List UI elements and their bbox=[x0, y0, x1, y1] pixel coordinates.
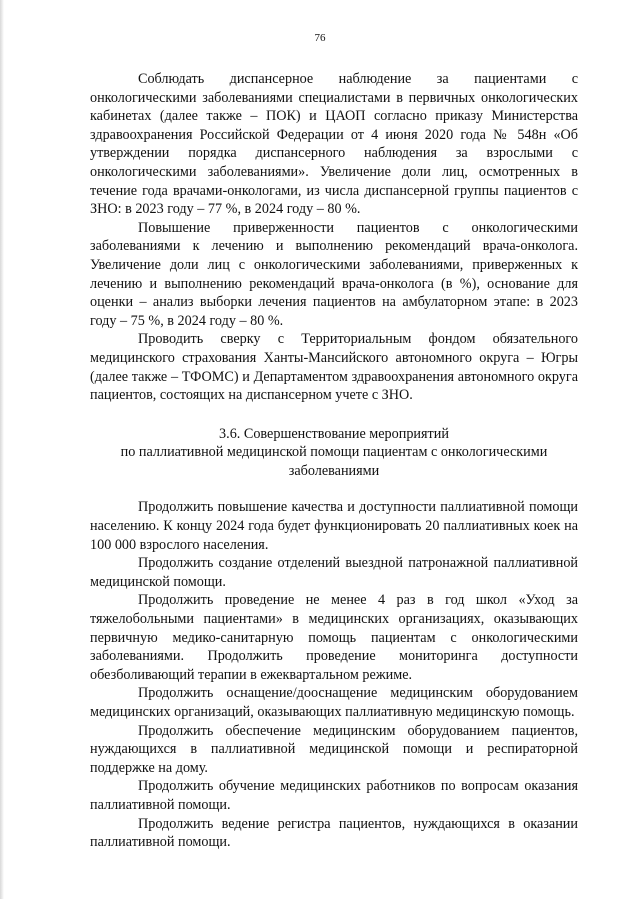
document-body bbox=[90, 70, 578, 852]
section-heading-line-1: 3.6. Совершенствование мероприятий bbox=[219, 425, 449, 442]
paragraph-tfoms-reconciliation: Проводить сверку с Территориальным фондом обязательного медицинского страхования Ханты-Мансийского автономного округа – Югры (далее также – ТФОМС) и Департаментом здравоохранения автономного округа пациентов, состоящих на диспансерном учете с ЗНО. bbox=[90, 331, 578, 404]
page-left-edge bbox=[0, 0, 4, 899]
section-heading bbox=[90, 425, 578, 481]
page-number: 76 bbox=[314, 32, 326, 44]
paragraph-treatment-adherence: Повышение приверженности пациентов с онкологическими заболеваниями к лечению и выполнению рекомендаций врача-онколога. Увеличение доли лиц с онкологическими заболеваниями, приверженных к лечению и выполнению рекомендаций врача-онколога (в %), основание для оценки – анализ выборки лечения пациентов на амбулаторном этапе: в 2023 году – 75 %, в 2024 году – 80 %. bbox=[90, 219, 578, 329]
paragraph-equipment-organizations: Продолжить оснащение/дооснащение медицинским оборудованием медицинских организаций, оказывающих паллиативную медицинскую помощь. bbox=[90, 685, 578, 720]
paragraph-equipment-patients: Продолжить обеспечение медицинским оборудованием пациентов, нуждающихся в паллиативной медицинской помощи и респираторной поддержке на дому. bbox=[90, 722, 578, 776]
section-heading-line-3: заболеваниями bbox=[288, 462, 380, 479]
paragraph-patronage-departments: Продолжить создание отделений выездной патронажной паллиативной медицинской помощи. bbox=[90, 555, 578, 590]
paragraph-patient-registry: Продолжить ведение регистра пациентов, нуждающихся в оказании паллиативной помощи. bbox=[90, 815, 578, 851]
section-heading-line-2: по паллиативной медицинской помощи пациентам с онкологическими bbox=[120, 444, 548, 461]
paragraph-palliative-quality: Продолжить повышение качества и доступности паллиативной помощи населению. К концу 2024 года будет функционировать 20 паллиативных коек на 100 000 взрослого населения. bbox=[90, 499, 578, 553]
paragraph-dispensary-observation: Соблюдать диспансерное наблюдение за пациентами с онкологическими заболеваниями специалистами в первичных онкологических кабинетах (далее также – ПОК) и ЦАОП согласно приказу Министерства здравоохранения Российской Федерации от 4 июня 2020 года № 548н «Об утверждении порядка диспансерного наблюдения за взрослыми с онкологическими заболеваниями». Увеличение доли лиц, осмотренных в течение года врачами-онкологами, из числа диспансерной группы пациентов с ЗНО: в 2023 году – 77 %, в 2024 году – 80 %. bbox=[90, 71, 578, 218]
paragraph-care-schools: Продолжить проведение не менее 4 раз в год школ «Уход за тяжелобольными пациентами» в медицинских организациях, оказывающих первичную медико-санитарную помощь пациентам с онкологическими заболеваниями. Продолжить проведение мониторинга доступности обезболивающий терапии в ежеквартальном режиме. bbox=[90, 592, 578, 683]
paragraph-staff-training: Продолжить обучение медицинских работников по вопросам оказания паллиативной помощи. bbox=[90, 778, 578, 813]
